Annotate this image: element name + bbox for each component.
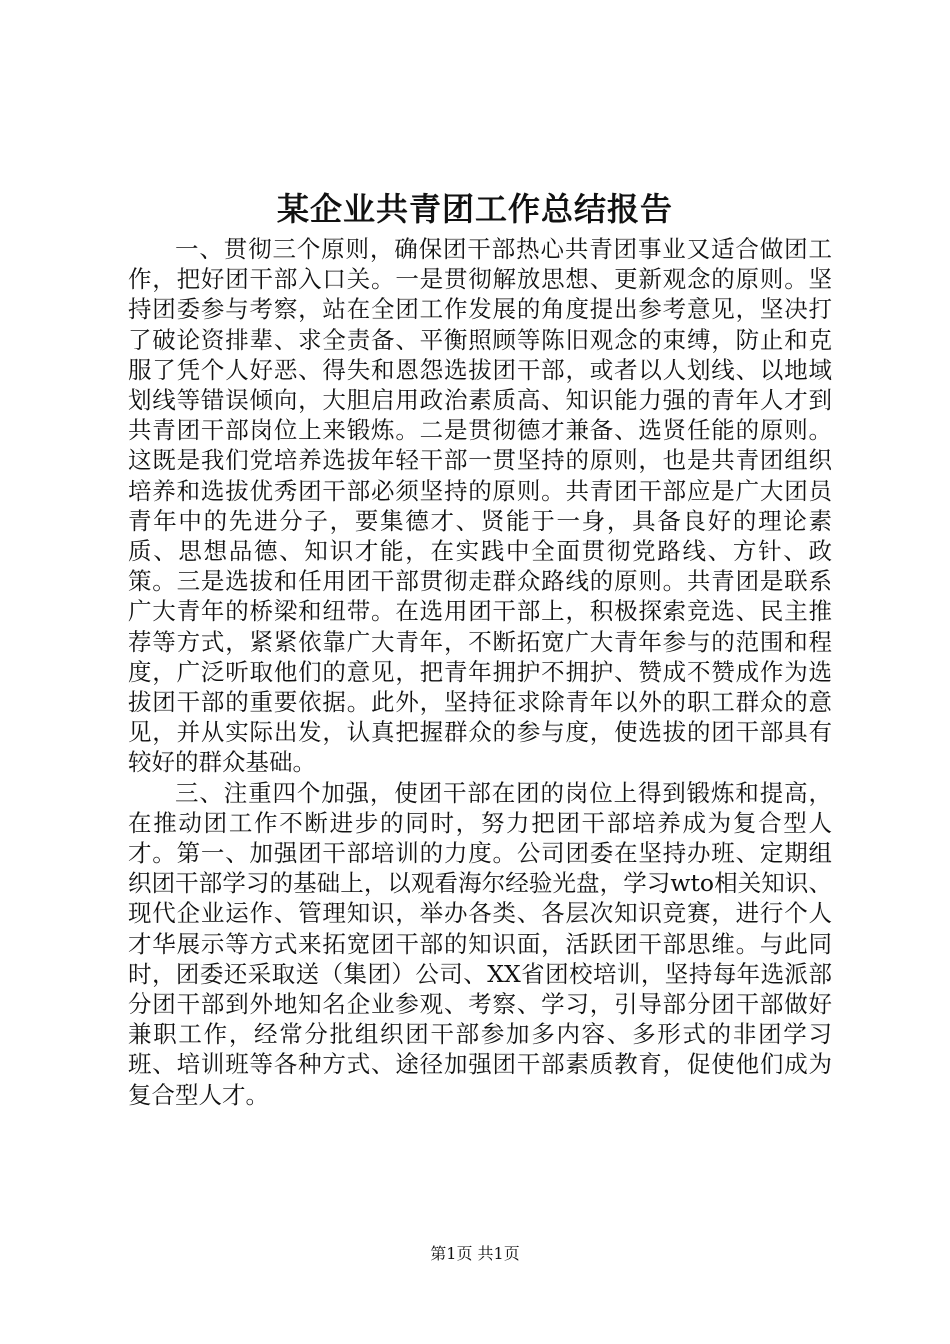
document-title: 某企业共青团工作总结报告 <box>276 190 673 228</box>
paragraph-1: 一、贯彻三个原则，确保团干部热心共青团事业又适合做团工作，把好团干部入口关。一是贯彻解放思想、更新观念的原则。坚持团委参与考察，站在全团工作发展的角度提出参考意见，坚决打了破论资排辈、求全责备、平衡照顾等陈旧观念的束缚，防止和克服了凭个人好恶、得失和恩怨选拔团干部，或者以人划线、以地域划线等错误倾向，大胆启用政治素质高、知识能力强的青年人才到共青团干部岗位上来锻炼。二是贯彻德才兼备、选贤任能的原则。这既是我们党培养选拔年轻干部一贯坚持的原则，也是共青团组织培养和选拔优秀团干部必须坚持的原则。共青团干部应是广大团员青年中的先进分子，要集德才、贤能于一身，具备良好的理论素质、思想品德、知识才能，在实践中全面贯彻党路线、方针、政策。三是选拔和任用团干部贯彻走群众路线的原则。共青团是联系广大青年的桥梁和纽带。在选用团干部上，积极探索竞选、民主推荐等方式，紧紧依靠广大青年，不断拓宽广大青年参与的范围和程度，广泛听取他们的意见，把青年拥护不拥护、赞成不赞成作为选拔团干部的重要依据。此外，坚持征求除青年以外的职工群众的意见，并从实际出发，认真把握群众的参与度，使选拔的团干部具有较好的群众基础。 <box>128 235 832 777</box>
page-number: 第1页 共1页 <box>430 1244 520 1263</box>
paragraph-2: 三、注重四个加强，使团干部在团的岗位上得到锻炼和提高，在推动团工作不断进步的同时，努力把团干部培养成为复合型人才。第一、加强团干部培训的力度。公司团委在坚持办班、定期组织团干部学习的基础上，以观看海尔经验光盘，学习wto相关知识、现代企业运作、管理知识，举办各类、各层次知识竞赛，进行个人才华展示等方式来拓宽团干部的知识面，活跃团干部思维。与此同时，团委还采取送（集团）公司、XX省团校培训，坚持每年选派部分团干部到外地知名企业参观、考察、学习，引导部分团干部做好兼职工作，经常分批组织团干部参加多内容、多形式的非团学习班、培训班等各种方式、途径加强团干部素质教育，促使他们成为复合型人才。 <box>128 778 832 1109</box>
document-body <box>128 234 832 1110</box>
